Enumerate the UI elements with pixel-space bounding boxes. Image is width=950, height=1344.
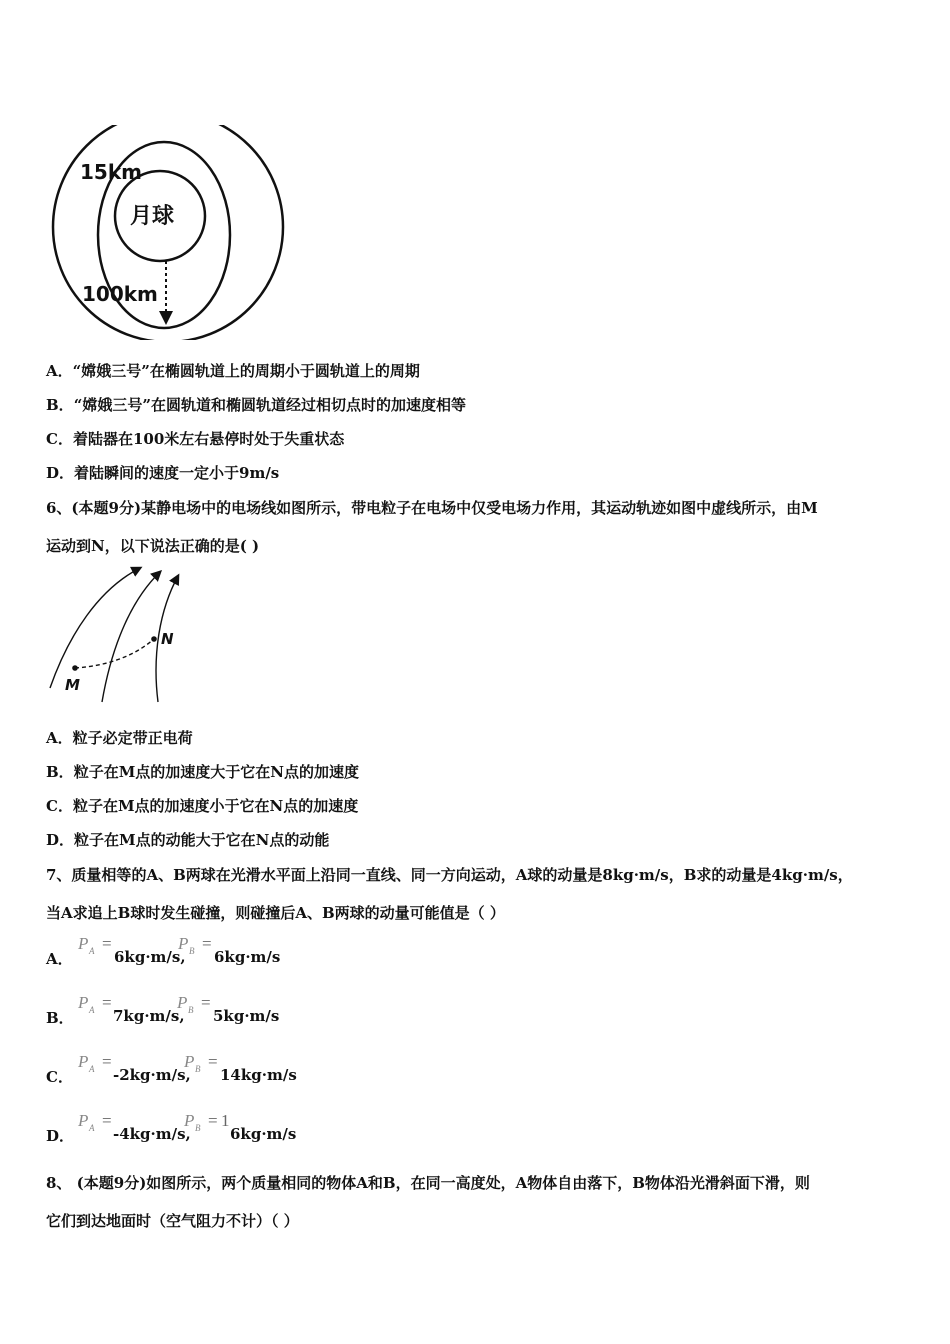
equals-sign: =: [102, 1052, 112, 1071]
option-label: D．: [46, 831, 75, 849]
label-100km: 100km: [82, 282, 158, 306]
subscript-a: A: [89, 1123, 95, 1133]
q7-stem-line2: 当A求追上B球时发生碰撞，则碰撞后A、B两球的动量可能值是（ ）: [46, 904, 505, 922]
field-lines-figure: [44, 564, 194, 706]
symbol-pb: P: [184, 1111, 195, 1130]
symbol-pa: P: [78, 934, 89, 953]
option-text: “嫦娥三号”在椭圆轨道上的周期小于圆轨道上的周期: [72, 362, 420, 380]
option-text: 粒子在M点的加速度小于它在N点的加速度: [72, 797, 359, 815]
option-label: B．: [46, 396, 74, 414]
option-text: “嫦娥三号”在圆轨道和椭圆轨道经过相切点时的加速度相等: [73, 396, 466, 414]
q5-option-b: [46, 394, 466, 415]
q8-stem-line2: 它们到达地面时（空气阻力不计）（ ）: [46, 1212, 299, 1230]
option-label: D．: [46, 464, 75, 482]
label-15km: 15km: [80, 160, 142, 184]
option-text: 着陆瞬间的速度一定小于9m/s: [74, 464, 280, 482]
pb-value: 6kg·m/s: [214, 948, 281, 966]
q7-option-c: [46, 1052, 366, 1092]
pa-value: 6kg·m/s,: [114, 948, 186, 966]
subscript-b: B: [189, 946, 195, 956]
q6-option-b: [46, 761, 359, 782]
trajectory-dashed: [75, 639, 154, 668]
subscript-a: A: [89, 946, 95, 956]
q6-option-a: [46, 727, 193, 748]
option-label: A．: [46, 950, 73, 968]
symbol-pa: P: [78, 1052, 89, 1071]
circular-orbit: [53, 125, 283, 340]
q7-stem-line1: 7、质量相等的A、B两球在光滑水平面上沿同一直线、同一方向运动，A球的动量是8kg·m/s，B求的动量是4kg·m/s，: [46, 866, 853, 884]
equals-sign: =: [202, 934, 212, 953]
pa-value: -2kg·m/s,: [113, 1066, 191, 1084]
pb-value: 5kg·m/s: [213, 1007, 280, 1025]
option-text: 粒子在M点的动能大于它在N点的动能: [74, 831, 330, 849]
equals-sign: =: [102, 993, 112, 1012]
option-label: C．: [46, 430, 73, 448]
equals-sign: =: [102, 1111, 112, 1130]
q5-option-c: [46, 428, 344, 449]
symbol-pb: P: [184, 1052, 195, 1071]
point-n: [151, 636, 157, 642]
orbit-figure: [40, 125, 300, 340]
pa-value: 7kg·m/s,: [113, 1007, 185, 1025]
subscript-a: A: [89, 1064, 95, 1074]
symbol-pb: P: [178, 934, 189, 953]
point-m: [72, 665, 78, 671]
label-moon: 月球: [130, 204, 175, 229]
subscript-b: B: [195, 1123, 201, 1133]
option-text: 粒子必定带正电荷: [72, 729, 193, 747]
q7-option-b: [46, 993, 346, 1033]
q8-stem-line1: 8、 (本题9分)如图所示，两个质量相同的物体A和B，在同一高度处，A物体自由落下，B物体沿光滑斜面下滑，则: [46, 1174, 810, 1192]
subscript-b: B: [195, 1064, 201, 1074]
option-label: C．: [46, 1068, 73, 1086]
option-text: 着陆器在100米左右悬停时处于失重状态: [72, 430, 345, 448]
symbol-pa: P: [78, 1111, 89, 1130]
option-label: C．: [46, 797, 73, 815]
symbol-pb: P: [177, 993, 188, 1012]
q6-stem-line1: 6、(本题9分)某静电场中的电场线如图所示，带电粒子在电场中仅受电场力作用，其运动轨迹如图中虚线所示，由M: [46, 499, 818, 517]
label-n: N: [161, 630, 174, 648]
equals-sign: =: [102, 934, 112, 953]
pb-prefix: 1: [221, 1111, 230, 1130]
equals-sign: =: [208, 1052, 218, 1071]
symbol-pa: P: [78, 993, 89, 1012]
option-label: A．: [46, 362, 73, 380]
label-m: M: [65, 676, 80, 694]
equals-sign: =: [201, 993, 211, 1012]
option-label: A．: [46, 729, 73, 747]
q6-option-c: [46, 795, 358, 816]
pb-value: 14kg·m/s: [220, 1066, 297, 1084]
q5-option-d: [46, 462, 279, 483]
option-label: D．: [46, 1127, 75, 1145]
q6-option-d: [46, 829, 329, 850]
option-label: B．: [46, 763, 74, 781]
pa-value: -4kg·m/s,: [113, 1125, 191, 1143]
field-line-1: [50, 568, 140, 688]
option-label: B．: [46, 1009, 74, 1027]
q7-option-a: [46, 934, 346, 974]
q6-stem-line2: 运动到N，以下说法正确的是( ): [46, 537, 260, 555]
equals-sign: =: [208, 1111, 218, 1130]
q5-option-a: [46, 360, 420, 381]
subscript-a: A: [89, 1005, 95, 1015]
pb-value: 6kg·m/s: [230, 1125, 297, 1143]
field-line-2: [102, 572, 160, 702]
option-text: 粒子在M点的加速度大于它在N点的加速度: [73, 763, 360, 781]
arrow-head-icon: [159, 311, 173, 325]
q7-option-d: [46, 1111, 366, 1151]
subscript-b: B: [188, 1005, 194, 1015]
